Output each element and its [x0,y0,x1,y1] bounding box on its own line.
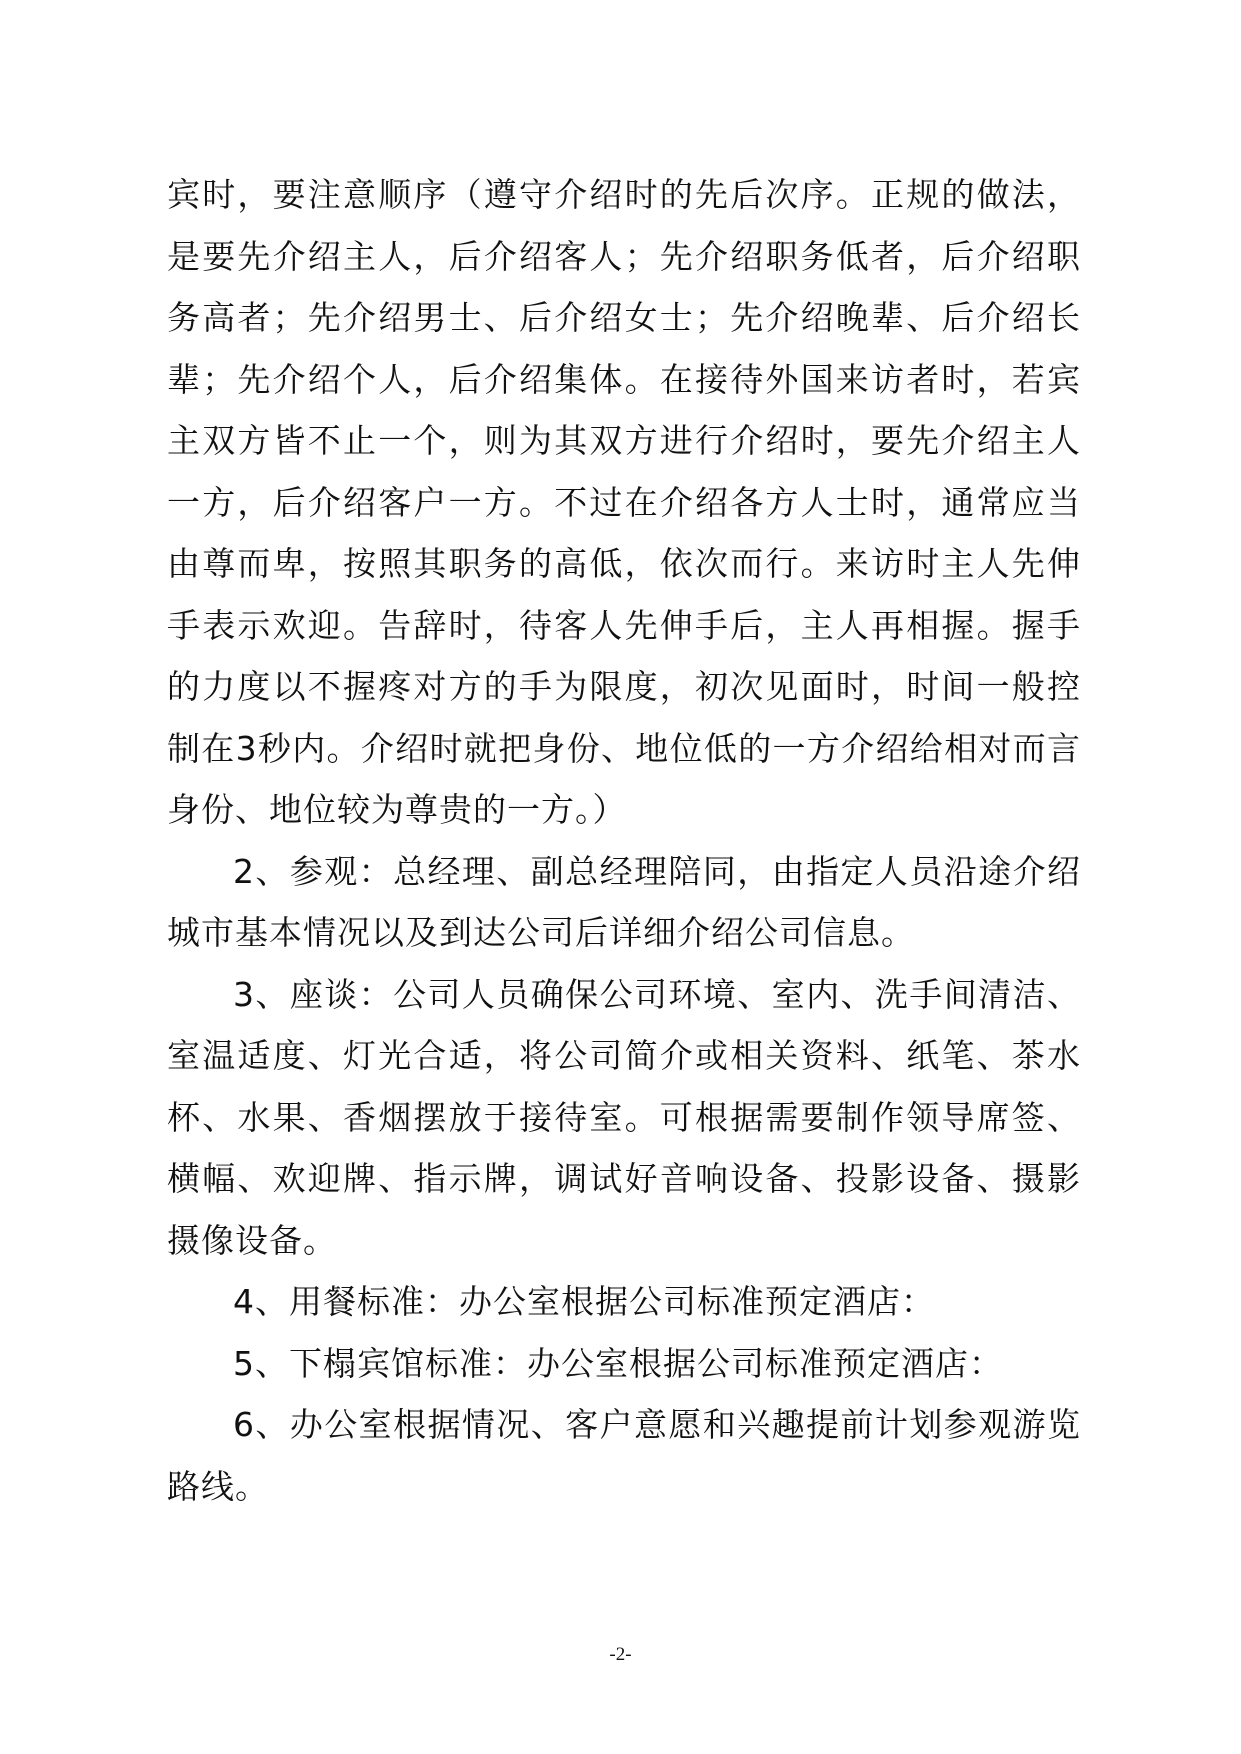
page-number: -2- [609,1644,632,1665]
paragraph-item-3: 3、座谈：公司人员确保公司环境、室内、洗手间清洁、室温适度、灯光合适，将公司简介或相关资料、纸笔、茶水杯、水果、香烟摆放于接待室。可根据需要制作领导席签、横幅、欢迎牌、指示牌，调试好音响设备、投影设备、摄影摄像设备。 [167,974,1081,1260]
paragraph-item-4: 4、用餐标准：办公室根据公司标准预定酒店： [233,1282,935,1321]
paragraph-continuation: 宾时，要注意顺序（遵守介绍时的先后次序。正规的做法，是要先介绍主人，后介绍客人；先介绍职务低者，后介绍职务高者；先介绍男士、后介绍女士；先介绍晚辈、后介绍长辈；先介绍个人，后介绍集体。在接待外国来访者时，若宾主双方皆不止一个，则为其双方进行介绍时，要先介绍主人一方，后介绍客户一方。不过在介绍各方人士时，通常应当由尊而卑，按照其职务的高低，依次而行。来访时主人先伸手表示欢迎。告辞时，待客人先伸手后，主人再相握。握手的力度以不握疼对方的手为限度，初次见面时，时间一般控制在3秒内。介绍时就把身份、地位低的一方介绍给相对而言身份、地位较为尊贵的一方。） [167,175,1081,829]
paragraph-item-6: 6、办公室根据情况、客户意愿和兴趣提前计划参观游览路线。 [167,1405,1081,1506]
paragraph-item-2: 2、参观：总经理、副总经理陪同，由指定人员沿途介绍城市基本情况以及到达公司后详细介绍公司信息。 [167,851,1081,952]
paragraph-item-5: 5、下榻宾馆标准：办公室根据公司标准预定酒店： [233,1343,1003,1383]
document-body [167,164,1081,1517]
